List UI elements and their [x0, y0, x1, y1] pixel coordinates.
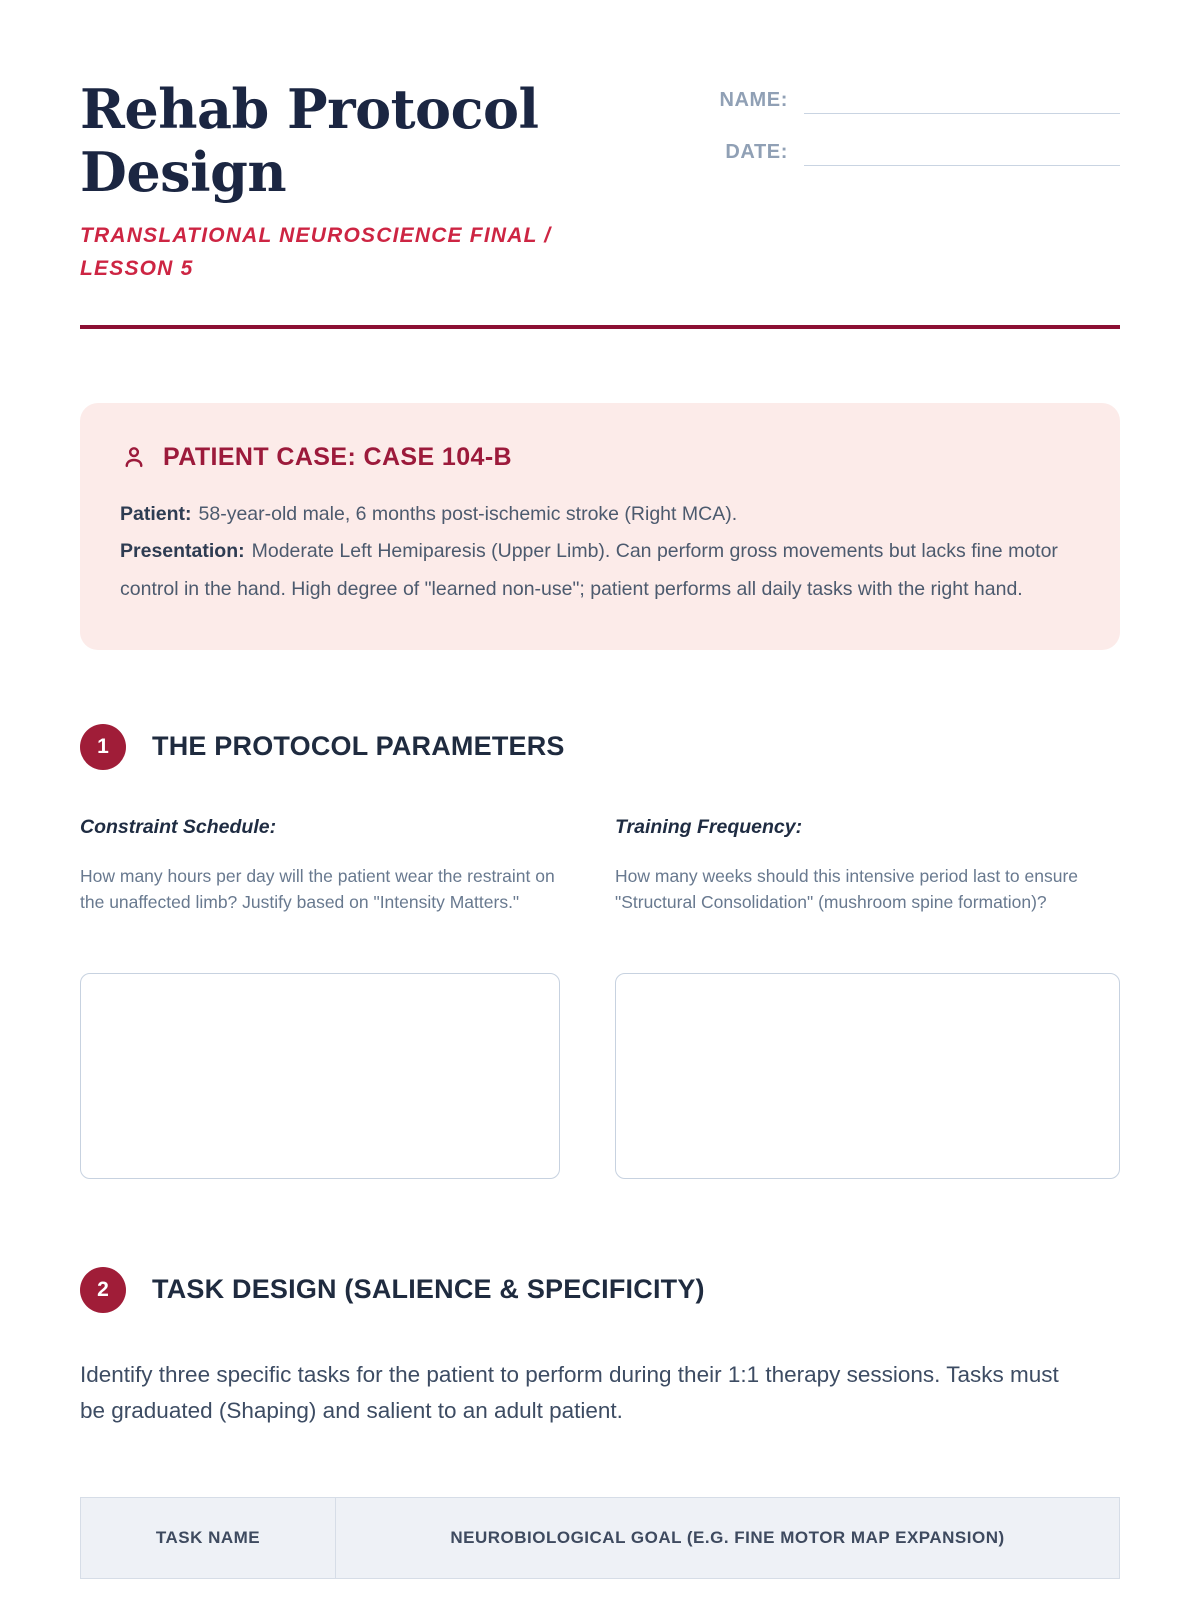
- date-label: DATE:: [725, 141, 788, 163]
- task-name-column-header: TASK NAME: [81, 1498, 336, 1578]
- section-2-title: TASK DESIGN (SALIENCE & SPECIFICITY): [152, 1274, 705, 1305]
- section-1-number-badge: 1: [80, 724, 126, 770]
- header-divider: [80, 325, 1120, 329]
- task-table: [80, 1497, 1120, 1579]
- task-table-header-row: [81, 1498, 1119, 1578]
- worksheet-page: [80, 0, 1120, 1579]
- training-frequency-field: [615, 816, 1120, 1179]
- header: [80, 78, 1120, 285]
- presentation-line: [120, 533, 1080, 607]
- constraint-schedule-answer-box[interactable]: [80, 973, 560, 1179]
- patient-description: 58-year-old male, 6 months post-ischemic stroke (Right MCA).: [198, 503, 738, 526]
- title-block: [80, 78, 680, 285]
- date-input-line[interactable]: [804, 140, 1120, 166]
- name-input-line[interactable]: [804, 88, 1120, 114]
- section-2-number-badge: 2: [80, 1267, 126, 1313]
- patient-case-title: PATIENT CASE: CASE 104-B: [163, 443, 513, 472]
- training-frequency-question: How many weeks should this intensive period last to ensure "Structural Consolidation" (mushroom spine formation)?: [615, 865, 1079, 913]
- page-subtitle: TRANSLATIONAL NEUROSCIENCE FINAL / LESSON 5: [80, 224, 552, 280]
- protocol-parameters-grid: [80, 816, 1120, 1179]
- patient-label: Patient:: [120, 503, 192, 526]
- constraint-schedule-field: [80, 816, 560, 1179]
- page-title: Rehab Protocol Design: [80, 77, 539, 205]
- training-frequency-label: Training Frequency:: [615, 815, 803, 838]
- name-date-block: [700, 78, 1120, 192]
- name-row: [700, 88, 1120, 114]
- constraint-schedule-label: Constraint Schedule:: [80, 815, 277, 838]
- presentation-label: Presentation:: [120, 540, 245, 563]
- name-label: NAME:: [719, 89, 788, 111]
- task-design-intro: Identify three specific tasks for the patient to perform during their 1:1 therapy sessions. Tasks must be graduated (Shaping) and salient to an adult patient.: [80, 1361, 1059, 1424]
- section-1-header: [80, 724, 1120, 770]
- constraint-schedule-question: How many hours per day will the patient wear the restraint on the unaffected limb? Justify based on "Intensity Matters.": [80, 865, 555, 913]
- patient-case-text: [120, 496, 1080, 607]
- section-1-title: THE PROTOCOL PARAMETERS: [152, 731, 565, 762]
- presentation-description: Moderate Left Hemiparesis (Upper Limb). Can perform gross movements but lacks fine motor control in the hand. High degree of "learned non-use"; patient performs all daily tasks with the right hand.: [120, 540, 1058, 600]
- patient-line: [120, 496, 1080, 533]
- person-icon: [120, 444, 148, 472]
- training-frequency-answer-box[interactable]: [615, 973, 1120, 1179]
- patient-case-title-row: [120, 443, 1080, 472]
- patient-case-box: [80, 403, 1120, 649]
- neurobiological-goal-column-header: NEUROBIOLOGICAL GOAL (E.G. FINE MOTOR MAP EXPANSION): [450, 1528, 1005, 1548]
- date-row: [700, 140, 1120, 166]
- section-2-header: [80, 1267, 1120, 1313]
